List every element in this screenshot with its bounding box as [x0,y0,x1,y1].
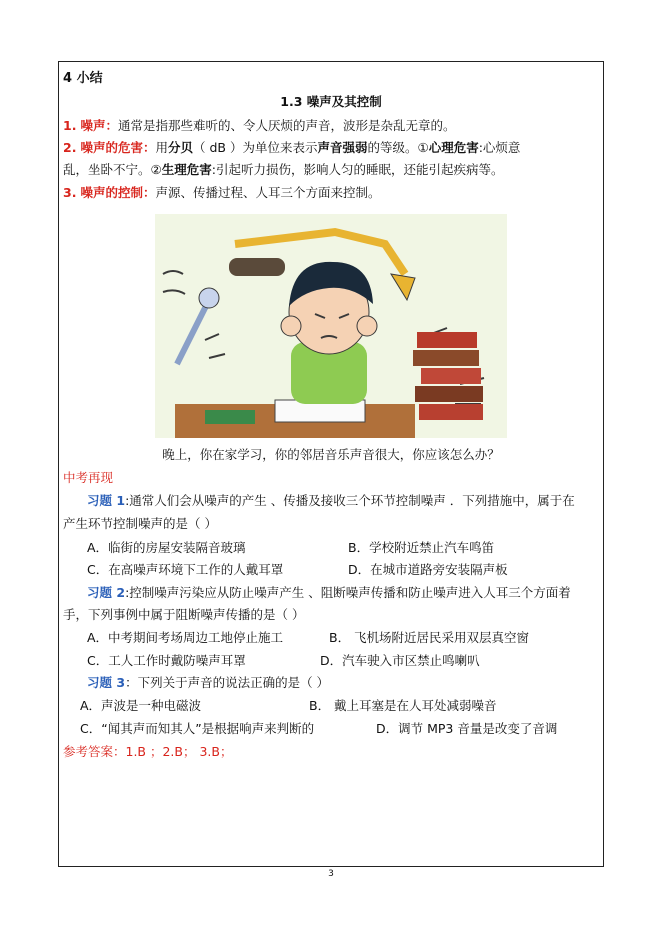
point-2-text-b: （ dB ）为单位来表示 [192,140,318,155]
q1-stem-1: :通常人们会从噪声的产生 、传播及接收三个环节控制噪声 ．下列措施中，属于在 [125,493,575,508]
q1-option-d: D．在城市道路旁安装隔声板 [348,562,508,577]
page-number: 3 [328,869,334,879]
point-1-term: 噪声： [80,118,118,133]
topic-title: 1.3 噪声及其控制 [280,94,382,109]
point-3-text: 声源、传播过程、人耳三个方面来控制。 [155,185,381,200]
q2-option-a: A．中考期间考场周边工地停止施工 [87,630,284,645]
answer-key: 参考答案：1.B ；2.B； 3.B； [63,744,233,759]
q2-label: 习题 2 [87,585,126,600]
point-2-text-d: :心烦意 [478,140,521,155]
q1-option-c: C．在高噪声环境下工作的人戴耳罩 [87,562,284,577]
boy-covering-ears-icon [281,262,377,404]
noise-illustration [155,214,507,438]
exam-heading: 中考再现 [63,470,114,485]
section-heading: 4 小结 [63,71,103,86]
q1-stem-2: 产生环节控制噪声的是（ ） [63,516,217,531]
point-2-line-2 [63,160,503,178]
point-2-num: 2. [63,140,77,155]
q1-label: 习题 1 [87,493,126,508]
q3-label: 习题 3 [87,675,126,690]
q3-option-c: C．“闻其声而知其人”是根据响声来判断的 [80,721,315,736]
q2-option-c: C．工人工作时戴防噪声耳罩 [87,653,246,668]
q3-option-d: D．调节 MP3 音量是改变了音调 [376,721,558,736]
point-2-bold-c: 心理危害 [428,140,479,155]
point-2-line2-bold: 生理危害 [161,162,212,177]
point-3-term: 噪声的控制： [80,185,156,200]
point-2-line-1 [63,138,520,156]
q2-stem-line-1 [87,583,571,601]
q3-stem-1: ：下列关于声音的说法正确的是（ ） [125,675,330,690]
q3-option-a: A．声波是一种电磁波 [80,698,202,713]
illustration-caption: 晚上，你在家学习，你的邻居音乐声音很大，你应该怎么办？ [162,447,500,462]
q3-option-b: B． 戴上耳塞是在人耳处减弱噪音 [309,698,497,713]
q2-option-b: B． 飞机场附近居民采用双层真空窗 [329,630,530,645]
point-2-bold-b: 声音强弱 [317,140,368,155]
point-1 [63,116,455,134]
point-2-text-a: 用 [155,140,168,155]
q3-stem-line-1 [87,673,329,691]
q1-option-a: A．临街的房屋安装隔音玻璃 [87,540,246,555]
point-1-num: 1. [63,118,77,133]
point-2-line2-a: 乱，坐卧不宁。② [63,162,162,177]
q1-option-b: B．学校附近禁止汽车鸣笛 [348,540,495,555]
point-1-text: 通常是指那些难听的、令人厌烦的声音，波形是杂乱无章的。 [117,118,456,133]
point-3 [63,183,380,201]
point-3-num: 3. [63,185,77,200]
point-2-text-c: 的等级。① [367,140,429,155]
point-2-term: 噪声的危害： [80,140,156,155]
q2-option-d: D．汽车驶入市区禁止鸣喇叭 [320,653,480,668]
q2-stem-1: :控制噪声污染应从防止噪声产生 、阻断噪声传播和防止噪声进入人耳三个方面着 [125,585,571,600]
books-icon [413,332,483,420]
q1-stem-line-1 [87,491,575,509]
q2-stem-2: 手，下列事例中属于阻断噪声传播的是（ ） [63,607,305,622]
point-2-line2-b: :引起听力损伤，影响人匀的睡眠，还能引起疾病等。 [211,162,504,177]
point-2-bold-a: 分贝 [167,140,193,155]
